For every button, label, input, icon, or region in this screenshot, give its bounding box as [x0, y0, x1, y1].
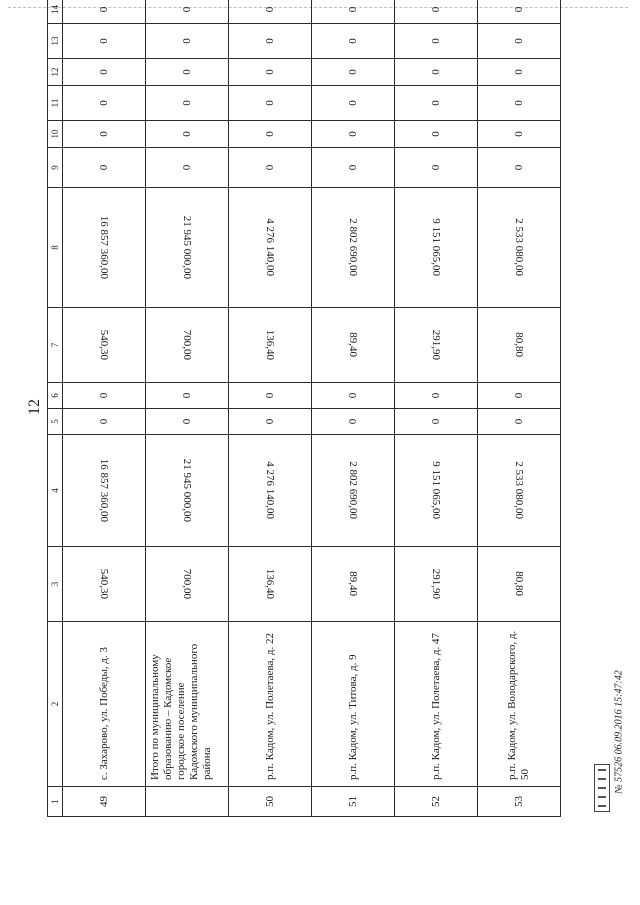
column-number-3: 3: [48, 547, 63, 622]
page-number: 12: [26, 399, 43, 415]
value-text: 16 857 360,00: [98, 215, 110, 280]
value-cell-c12: 0: [312, 59, 395, 86]
value-text: 700,00: [181, 568, 193, 600]
value-cell-c3: [478, 547, 561, 622]
value-cell-c8: [395, 188, 478, 308]
column-number-2: 2: [48, 622, 63, 787]
value-cell-c14: 0: [146, 0, 229, 24]
value-cell-c12: 0: [146, 59, 229, 86]
value-cell-c14: 0: [229, 0, 312, 24]
address-cell: р.п. Кадом, ул. Полетаева, д. 47: [395, 622, 478, 787]
value-text: 291,90: [430, 568, 442, 600]
value-text: 4 276 140,00: [264, 218, 276, 277]
value-cell-c7: [312, 308, 395, 383]
value-text: 540,30: [98, 568, 110, 600]
column-number-8: 8: [48, 188, 63, 308]
column-number-12: 12: [48, 59, 63, 86]
column-number-4: 4: [48, 435, 63, 547]
value-cell-c4: [395, 435, 478, 547]
column-number-5: 5: [48, 409, 63, 435]
table-row: [146, 0, 229, 817]
value-cell-c9: 0: [312, 148, 395, 188]
column-number-7: 7: [48, 308, 63, 383]
column-number-row: [48, 0, 63, 817]
value-cell-c9: 0: [395, 148, 478, 188]
value-text: 16 857 360,00: [98, 458, 110, 523]
value-cell-c13: 0: [229, 24, 312, 59]
value-cell-c4: [63, 435, 146, 547]
value-cell-c12: 0: [229, 59, 312, 86]
value-cell-c7: [478, 308, 561, 383]
registry-stamp-logo-icon: [594, 764, 610, 812]
value-cell-c11: 0: [146, 86, 229, 121]
value-cell-c5: 0: [229, 409, 312, 435]
value-cell-c6: 0: [312, 383, 395, 409]
value-text: 540,30: [98, 329, 110, 361]
value-cell-c10: 0: [63, 121, 146, 148]
value-cell-c5: 0: [63, 409, 146, 435]
address-cell: р.п. Кадом, ул. Володарского, д. 50: [478, 622, 561, 787]
table-row: [63, 0, 146, 817]
value-cell-c4: [229, 435, 312, 547]
value-text: 21 945 000,00: [181, 458, 193, 523]
value-text: 291,90: [430, 329, 442, 361]
column-number-6: 6: [48, 383, 63, 409]
value-cell-c9: 0: [63, 148, 146, 188]
value-cell-c11: 0: [478, 86, 561, 121]
value-text: 2 802 690,00: [347, 218, 359, 277]
value-text: 9 151 065,00: [430, 218, 442, 277]
value-cell-c8: [478, 188, 561, 308]
value-cell-c14: 0: [63, 0, 146, 24]
value-cell-c4: [478, 435, 561, 547]
value-cell-c14: 0: [478, 0, 561, 24]
column-number-1: 1: [48, 787, 63, 817]
value-cell-c3: [63, 547, 146, 622]
value-cell-c5: 0: [395, 409, 478, 435]
value-cell-c10: 0: [312, 121, 395, 148]
value-cell-c13: 0: [63, 24, 146, 59]
table-row: [478, 0, 561, 817]
value-text: 136,40: [264, 568, 276, 600]
value-cell-c4: [312, 435, 395, 547]
value-text: 700,00: [181, 329, 193, 361]
value-cell-c12: 0: [63, 59, 146, 86]
column-number-9: 9: [48, 148, 63, 188]
value-cell-c11: 0: [229, 86, 312, 121]
value-text: 80,80: [513, 332, 525, 358]
value-text: 89,40: [347, 332, 359, 358]
value-cell-c9: 0: [478, 148, 561, 188]
value-cell-c5: 0: [146, 409, 229, 435]
value-cell-c11: 0: [395, 86, 478, 121]
row-number-cell: 52: [395, 787, 478, 817]
row-number-cell: [146, 787, 229, 817]
table-row: [229, 0, 312, 817]
stamp-text-wrap: [612, 652, 626, 812]
column-number-14: 14: [48, 0, 63, 24]
value-cell-c10: 0: [146, 121, 229, 148]
value-cell-c7: [146, 308, 229, 383]
value-cell-c10: 0: [478, 121, 561, 148]
value-cell-c6: 0: [63, 383, 146, 409]
value-text: 136,40: [264, 329, 276, 361]
value-text: 2 802 690,00: [347, 461, 359, 520]
value-cell-c4: [146, 435, 229, 547]
value-cell-c6: 0: [146, 383, 229, 409]
value-cell-c11: 0: [63, 86, 146, 121]
value-cell-c9: 0: [229, 148, 312, 188]
value-cell-c7: [395, 308, 478, 383]
row-number-cell: 53: [478, 787, 561, 817]
housing-program-table: [47, 0, 561, 817]
value-cell-c5: 0: [478, 409, 561, 435]
value-cell-c10: 0: [229, 121, 312, 148]
value-text: 21 945 000,00: [181, 215, 193, 280]
value-cell-c3: [395, 547, 478, 622]
address-cell: с. Захарово, ул. Победы, д. 3: [63, 622, 146, 787]
value-cell-c14: 0: [312, 0, 395, 24]
value-cell-c5: 0: [312, 409, 395, 435]
address-cell: р.п. Кадом, ул. Титова, д. 9: [312, 622, 395, 787]
registration-stamp: [594, 652, 624, 817]
value-text: 80,80: [513, 571, 525, 597]
value-cell-c8: [146, 188, 229, 308]
value-cell-c13: 0: [395, 24, 478, 59]
value-cell-c10: 0: [395, 121, 478, 148]
value-cell-c12: 0: [478, 59, 561, 86]
value-cell-c14: 0: [395, 0, 478, 24]
column-number-10: 10: [48, 121, 63, 148]
value-cell-c9: 0: [146, 148, 229, 188]
value-cell-c11: 0: [312, 86, 395, 121]
rotated-table-holder: [47, 5, 531, 817]
value-cell-c6: 0: [229, 383, 312, 409]
value-cell-c6: 0: [395, 383, 478, 409]
value-cell-c8: [312, 188, 395, 308]
column-number-13: 13: [48, 24, 63, 59]
address-cell: р.п. Кадом, ул. Полетаева, д. 22: [229, 622, 312, 787]
value-cell-c8: [63, 188, 146, 308]
table-row: [312, 0, 395, 817]
value-cell-c7: [229, 308, 312, 383]
value-cell-c6: 0: [478, 383, 561, 409]
value-cell-c13: 0: [478, 24, 561, 59]
value-cell-c8: [229, 188, 312, 308]
table-row: [395, 0, 478, 817]
value-text: 89,40: [347, 571, 359, 597]
value-cell-c3: [229, 547, 312, 622]
row-number-cell: 50: [229, 787, 312, 817]
value-cell-c7: [63, 308, 146, 383]
value-cell-c12: 0: [395, 59, 478, 86]
address-cell: Итого по муниципальному образованию – Кадомское городское поселение Кадомского муниципального района: [146, 622, 229, 787]
row-number-cell: 49: [63, 787, 146, 817]
rotated-table-frame: [47, 5, 531, 817]
value-cell-c3: [312, 547, 395, 622]
value-text: 2 533 080,00: [513, 461, 525, 520]
row-number-cell: 51: [312, 787, 395, 817]
stamp-text: № 57526 06.09.2016 15:47:42: [613, 670, 625, 794]
value-text: 9 151 065,00: [430, 461, 442, 520]
value-cell-c13: 0: [146, 24, 229, 59]
value-cell-c13: 0: [312, 24, 395, 59]
value-text: 2 533 080,00: [513, 218, 525, 277]
value-cell-c3: [146, 547, 229, 622]
column-number-11: 11: [48, 86, 63, 121]
value-text: 4 276 140,00: [264, 461, 276, 520]
